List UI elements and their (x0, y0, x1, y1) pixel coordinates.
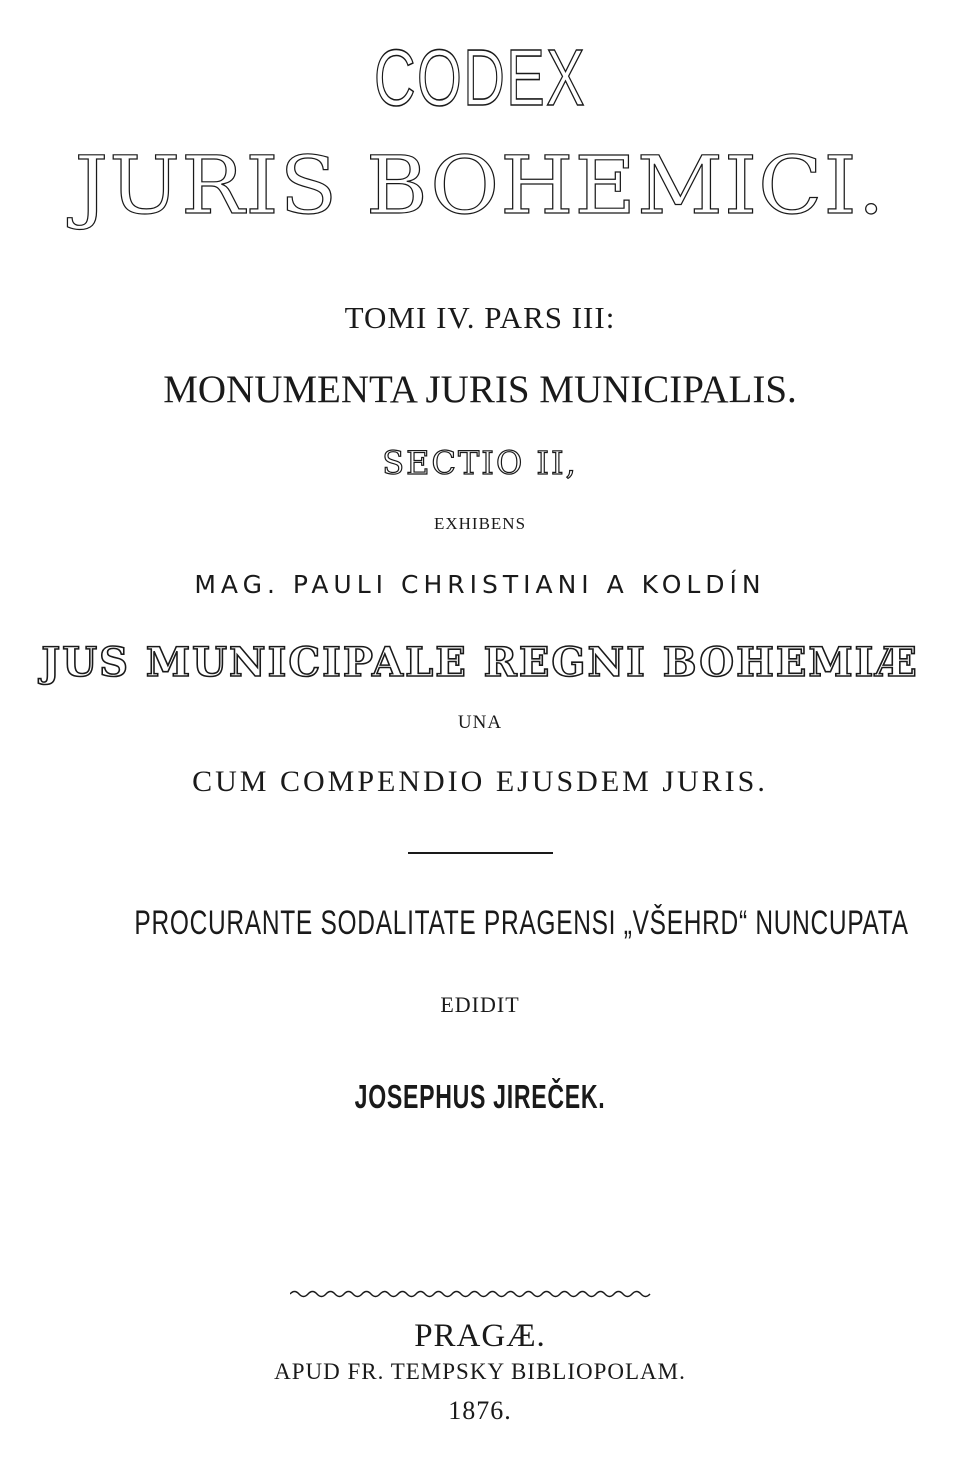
wavy-ornament-divider (290, 1286, 652, 1302)
author-line: MAG. PAULI CHRISTIANI A KOLDÍN (194, 570, 766, 599)
main-title-codex: CODEX (373, 33, 587, 122)
procurante-line: PROCURANTE SODALITATE PRAGENSI „VŠEHRD“ NUNCUPATA (134, 904, 909, 942)
volume-line: TOMI IV. PARS III: (344, 300, 616, 335)
main-title-juris-bohemici: JURIS BOHEMICI. (74, 139, 886, 232)
imprint-publisher: APUD FR. TEMPSKY BIBLIOPOLAM. (274, 1359, 686, 1384)
divider-rule (408, 852, 553, 854)
una-line: UNA (457, 712, 503, 733)
compendium-line: CUM COMPENDIO EJUSDEM JURIS. (192, 765, 768, 798)
work-title: JUS MUNICIPALE REGNI BOHEMIÆ (41, 639, 919, 686)
section-line: SECTIO II, (382, 444, 578, 482)
exhibens-line: EXHIBENS (433, 514, 527, 533)
imprint-city: PRAGÆ. (414, 1318, 546, 1354)
series-title: MONUMENTA JURIS MUNICIPALIS. (163, 368, 797, 411)
edidit-line: EDIDIT (440, 992, 520, 1017)
editor-name: JOSEPHUS JIREČEK. (354, 1078, 606, 1115)
imprint-year: 1876. (448, 1396, 512, 1425)
